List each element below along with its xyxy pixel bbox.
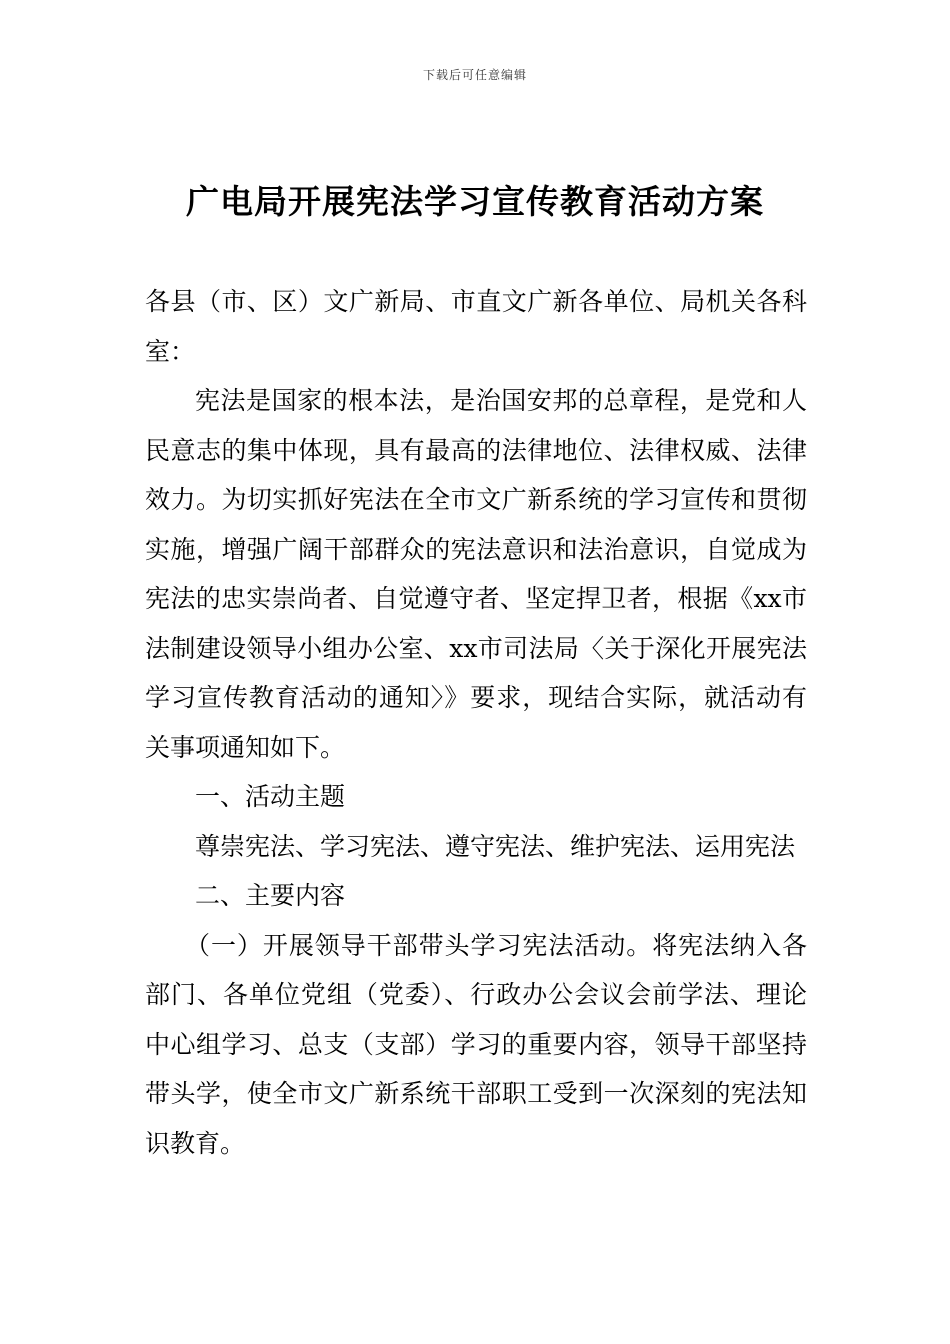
document-title: 广电局开展宪法学习宣传教育活动方案 <box>186 182 764 221</box>
paragraph-intro: 宪法是国家的根本法，是治国安邦的总章程，是党和人民意志的集中体现，具有最高的法律地位、法律权威、法律效力。为切实抓好宪法在全市文广新系统的学习宣传和贯彻实施，增强广阔干部群众的宪法意识和法治意识，自觉成为宪法的忠实崇尚者、自觉遵守者、坚定捍卫者，根据《xx市法制建设领导小组办公室、xx市司法局〈关于深化开展宪法学习宣传教育活动的通知〉》要求，现结合实际，就活动有关事项通知如下。 <box>145 386 807 762</box>
header-note: 下载后可任意编辑 <box>422 68 527 82</box>
paragraph-content-1: （一）开展领导干部带头学习宪法活动。将宪法纳入各部门、各单位党组（党委）、行政办公会议会前学法、理论中心组学习、总支（支部）学习的重要内容，领导干部坚持带头学，使全市文广新系统干部职工受到一次深刻的宪法知识教育。 <box>145 930 807 1158</box>
salutation: 各县（市、区）文广新局、市直文广新各单位、局机关各科室： <box>145 287 807 366</box>
section-heading-theme: 一、活动主题 <box>195 782 346 811</box>
section-heading-content: 二、主要内容 <box>195 881 346 910</box>
paragraph-theme: 尊崇宪法、学习宪法、遵守宪法、维护宪法、运用宪法 <box>195 831 796 861</box>
document-body <box>145 277 807 1168</box>
